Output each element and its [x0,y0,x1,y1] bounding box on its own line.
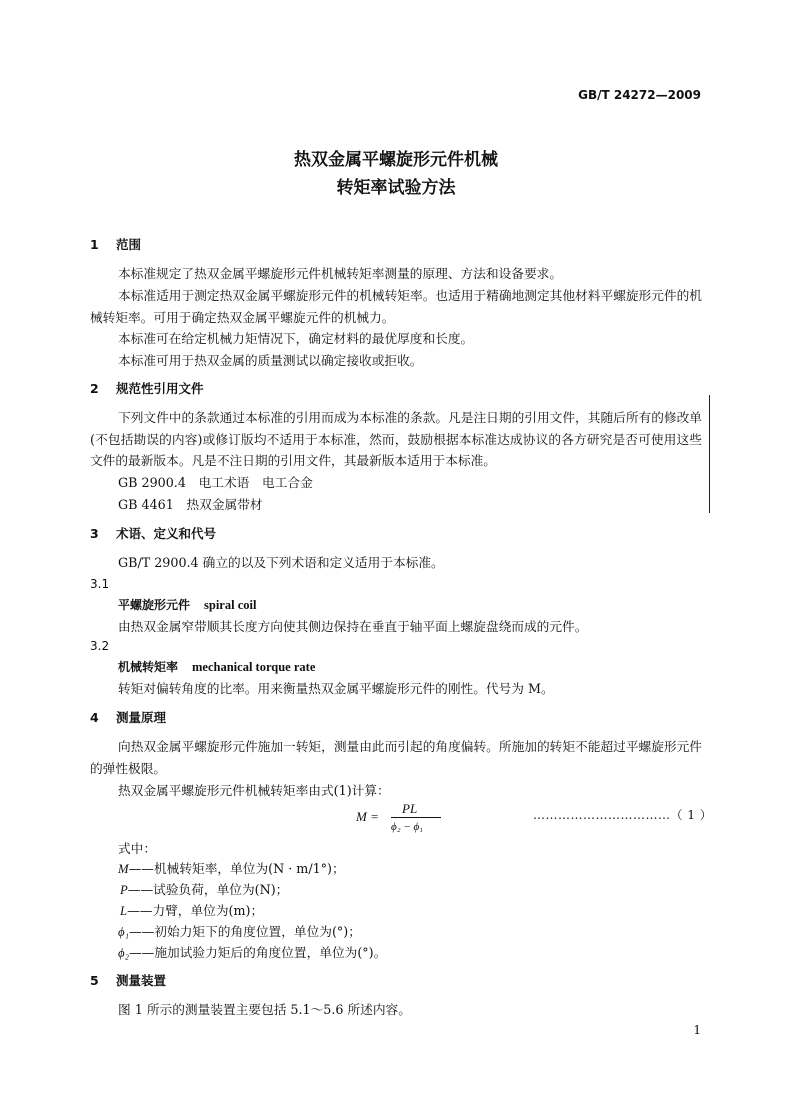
paragraph: 本标准适用于测定热双金属平螺旋形元件的机械转矩率。也适用于精确地测定其他材料平螺旋形元件的机械转矩率。可用于确定热双金属平螺旋元件的机械力。 [90,288,702,325]
variable-text: ——试验负荷，单位为(N)； [127,882,289,897]
formula-denominator: ϕ₂ − ϕ₁ [391,821,423,833]
variable-text: ——初始力矩下的角度位置，单位为(°)； [128,924,361,939]
section-title: 测量装置 [116,973,167,988]
section-4-heading [90,707,166,728]
variable-symbol: P [120,883,128,897]
formula-lhs: M = [356,809,379,824]
title-line-1: 热双金属平螺旋形元件机械 [294,150,498,170]
term-heading [118,595,256,616]
section-title: 规范性引用文件 [116,381,204,396]
section-title: 测量原理 [116,710,167,725]
term-en: mechanical torque rate [192,660,316,674]
section-number: 4 [90,710,99,725]
section-number: 3 [90,526,99,541]
variable-symbol: L [120,904,128,918]
variable-def [118,858,345,880]
section-3-heading [90,523,216,544]
reference-item: GB 2900.4 电工术语 电工合金 [118,475,313,490]
paragraph: 本标准可在给定机械力矩情况下，确定材料的最优厚度和长度。 [118,331,474,346]
paragraph: 图 1 所示的测量装置主要包括 5.1～5.6 所述内容。 [118,1002,411,1017]
formula-number: ……………………………（ 1 ） [533,808,713,822]
paragraph: 向热双金属平螺旋形元件施加一转矩，测量由此而引起的角度偏转。所施加的转矩不能超过平螺旋形元件的弹性极限。 [90,739,702,776]
paragraph: GB/T 2900.4 确立的以及下列术语和定义适用于本标准。 [118,555,444,570]
term-cn: 机械转矩率 [118,660,179,674]
clause-number: 3.1 [90,577,110,591]
paragraph: 下列文件中的条款通过本标准的引用而成为本标准的条款。凡是注日期的引用文件，其随后所有的修改单(不包括勘误的内容)或修订版均不适用于本标准，然而，鼓励根据本标准达成协议的各方研究是否可使用这些文件的最新版本。凡是不注日期的引用文件，其最新版本适用于本标准。 [90,410,702,469]
formula-numerator: PL [402,801,418,816]
term-definition: 由热双金属窄带顺其长度方向使其侧边保持在垂直于轴平面上螺旋盘绕而成的元件。 [118,619,588,634]
reference-item: GB 4461 热双金属带材 [118,497,263,512]
section-5-heading [90,970,166,991]
variable-def [120,900,263,922]
term-heading [118,657,315,678]
variable-def [118,921,361,943]
variable-text: ——机械转矩率，单位为(N · m/1°)； [128,861,345,876]
paragraph: 本标准规定了热双金属平螺旋形元件机械转矩率测量的原理、方法和设备要求。 [118,266,563,281]
paragraph: 本标准可用于热双金属的质量测试以确定接收或拒收。 [118,353,423,368]
page-number: 1 [693,1023,701,1037]
standard-number: GB/T 24272—2009 [578,88,701,102]
section-number: 5 [90,973,99,988]
section-1-heading [90,234,141,255]
section-number: 1 [90,237,99,252]
paragraph: 热双金属平螺旋形元件机械转矩率由式(1)计算： [118,783,390,798]
term-en: spiral coil [204,598,257,612]
where-label: 式中： [118,841,157,856]
variable-symbol: ϕ₁ [118,925,129,939]
variable-def [120,879,288,901]
section-number: 2 [90,381,99,396]
section-2-heading [90,378,204,399]
variable-symbol: ϕ₂ [118,946,129,960]
change-bar [709,395,710,513]
title-line-2: 转矩率试验方法 [336,178,456,198]
variable-text: ——力臂，单位为(m)； [127,903,264,918]
variable-text: ——施加试验力矩后的角度位置，单位为(°)。 [128,945,387,960]
section-title: 范围 [116,237,142,252]
term-definition: 转矩对偏转角度的比率。用来衡量热双金属平螺旋形元件的刚性。代号为 M。 [118,681,554,696]
clause-number: 3.2 [90,639,110,653]
term-cn: 平螺旋形元件 [118,598,191,612]
section-title: 术语、定义和代号 [116,526,217,541]
variable-def [118,942,386,964]
variable-symbol: M [118,862,129,876]
